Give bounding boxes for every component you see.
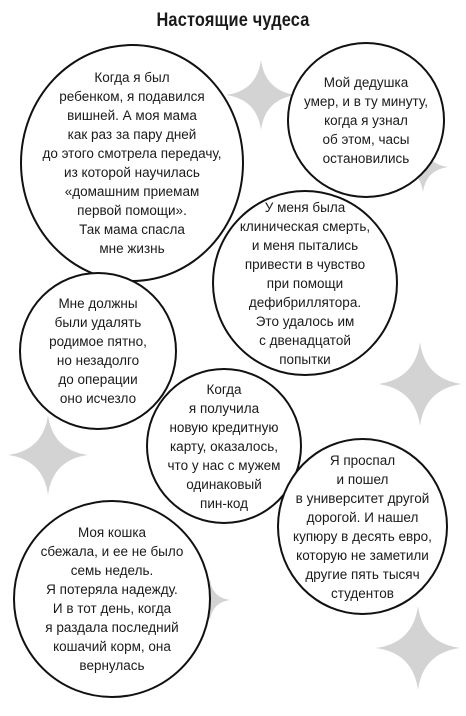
story-bubble-banknote: [277, 438, 448, 615]
sparkle-icon: [378, 342, 462, 426]
story-bubble-defibrillator: [212, 190, 398, 376]
story-text: Мой дедушка умер, и в ту минуту, когда я узнал об этом, часы остановились: [304, 74, 428, 166]
story-text: Когда я был ребенком, я подавился вишней. А моя мама как раз за пару дней до этого смотрела передачу, из которой научилась «домашним приемам первой помощи». Так мама спасла мне жизнь: [42, 70, 222, 256]
story-text: Я проспал и пошел в университет другой дорогой. И нашел купюру в десять евро, которую не заметили другие пять тысяч студентов: [293, 452, 432, 601]
story-text: Мне должны были удалять родимое пятно, но незадолго до операции оно исчезло: [49, 296, 147, 406]
story-bubble-cherry: [20, 44, 244, 282]
story-bubble-pin-code: [146, 368, 302, 524]
sparkle-icon: [376, 606, 460, 690]
story-text: Моя кошка сбежала, и ее не было семь недель. Я потеряла надежду. И в тот день, когда я раздала последний кошачий корм, она вернулась: [40, 525, 184, 673]
story-bubble-birthmark: [19, 272, 177, 430]
story-text: Когда я получила новую кредитную карту, оказалось, что у нас с мужем одинаковый пин-код: [167, 381, 281, 511]
story-text: У меня была клиническая смерть, и меня пытались привести в чувство при помощи дефибриллятора. Это удалось им с двенадцатой попытки: [239, 199, 371, 367]
story-bubble-grandfather-clock: [287, 42, 445, 198]
page-title: Настоящие чудеса: [156, 10, 310, 31]
story-bubble-cat: [13, 500, 211, 698]
